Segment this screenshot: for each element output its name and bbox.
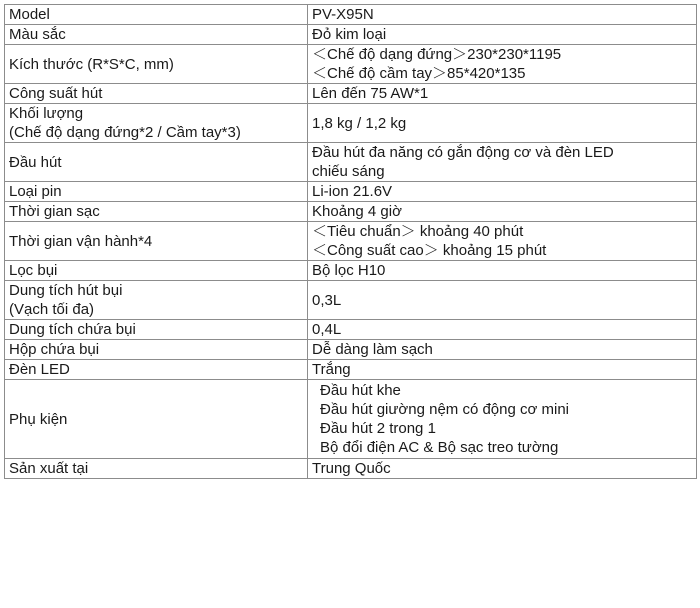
spec-value — [308, 380, 697, 459]
spec-label-line: Thời gian sạc — [9, 203, 100, 220]
spec-label — [5, 5, 308, 25]
spec-row-made-in — [5, 459, 697, 479]
spec-label-line: Phụ kiện — [9, 410, 68, 428]
spec-label — [5, 84, 308, 104]
spec-label — [5, 340, 308, 360]
spec-value — [308, 281, 697, 320]
spec-label-line: Dung tích chứa bụi — [9, 321, 136, 338]
spec-row-filter — [5, 261, 697, 281]
spec-value — [308, 143, 697, 182]
spec-row-model — [5, 5, 697, 25]
spec-label-line: Model — [9, 6, 50, 23]
spec-row-battery-type — [5, 182, 697, 202]
spec-value — [308, 222, 697, 261]
spec-label-line: Màu sắc — [9, 26, 66, 43]
spec-value — [308, 459, 697, 479]
spec-value-line: ＜Chế độ cầm tay＞85*420*135 — [312, 65, 526, 82]
spec-value — [308, 5, 697, 25]
spec-label-line: Đầu hút — [9, 153, 62, 171]
spec-value — [308, 261, 697, 281]
spec-value-line: Đầu hút đa năng có gắn động cơ và đèn LED — [312, 144, 614, 161]
spec-label — [5, 182, 308, 202]
spec-value-line: Đầu hút giường nệm có động cơ mini — [320, 401, 570, 418]
spec-value-line: Đầu hút khe — [320, 382, 401, 399]
spec-value-line: Dễ dàng làm sạch — [312, 341, 433, 358]
spec-label-line: Sản xuất tại — [9, 460, 89, 477]
spec-row-accessories — [5, 380, 697, 459]
spec-value — [308, 360, 697, 380]
spec-label-line: Đèn LED — [9, 361, 70, 378]
spec-value — [308, 104, 697, 143]
spec-row-color — [5, 25, 697, 45]
spec-label-line: Loại pin — [9, 183, 62, 200]
spec-row-run-time — [5, 222, 697, 261]
spec-label-line: Kích thước (R*S*C, mm) — [9, 55, 174, 73]
spec-row-nozzle — [5, 143, 697, 182]
spec-label-line: Lọc bụi — [9, 262, 58, 279]
spec-value-line: Lên đến 75 AW*1 — [312, 85, 429, 102]
spec-label — [5, 320, 308, 340]
spec-value-line: Bộ đổi điện AC & Bộ sạc treo tường — [320, 439, 559, 456]
spec-value — [308, 340, 697, 360]
spec-value-line: 0,3L — [312, 291, 342, 309]
spec-value-line: ＜Công suất cao＞ khoảng 15 phút — [312, 242, 547, 259]
spec-label-line: Công suất hút — [9, 85, 103, 102]
spec-label-line: Khối lượng — [9, 105, 84, 122]
spec-label — [5, 45, 308, 84]
spec-label — [5, 380, 308, 459]
spec-label-line: Thời gian vận hành*4 — [9, 232, 153, 250]
spec-value-line: Trắng — [312, 361, 351, 378]
spec-row-dust-box — [5, 340, 697, 360]
spec-value-line: PV-X95N — [312, 6, 374, 23]
spec-value-line: 0,4L — [312, 321, 342, 338]
spec-row-suction-power — [5, 84, 697, 104]
spec-label — [5, 360, 308, 380]
spec-label-line: Dung tích hút bụi — [9, 282, 123, 299]
spec-label — [5, 459, 308, 479]
spec-value-line: Khoảng 4 giờ — [312, 203, 402, 220]
spec-label — [5, 281, 308, 320]
spec-value-line: chiếu sáng — [312, 163, 385, 180]
spec-value-line: ＜Tiêu chuẩn＞ khoảng 40 phút — [312, 223, 524, 240]
spec-value-line: Bộ lọc H10 — [312, 262, 386, 279]
spec-row-weight — [5, 104, 697, 143]
spec-value — [308, 84, 697, 104]
spec-value — [308, 45, 697, 84]
spec-value — [308, 25, 697, 45]
spec-row-dust-capacity — [5, 320, 697, 340]
spec-value — [308, 320, 697, 340]
spec-label — [5, 222, 308, 261]
spec-row-led — [5, 360, 697, 380]
spec-label — [5, 25, 308, 45]
spec-row-charge-time — [5, 202, 697, 222]
spec-label — [5, 143, 308, 182]
spec-value-line: Đỏ kim loại — [312, 26, 387, 43]
spec-value-line: 1,8 kg / 1,2 kg — [312, 114, 407, 132]
spec-value-line: Li-ion 21.6V — [312, 183, 393, 200]
spec-label — [5, 261, 308, 281]
spec-row-dimensions — [5, 45, 697, 84]
spec-row-suction-capacity — [5, 281, 697, 320]
spec-value — [308, 182, 697, 202]
spec-label-line: Hộp chứa bụi — [9, 341, 100, 358]
spec-label-line: (Vạch tối đa) — [9, 301, 95, 318]
spec-label-line: (Chế độ dạng đứng*2 / Cầm tay*3) — [9, 124, 241, 141]
spec-label — [5, 104, 308, 143]
spec-value-line: Trung Quốc — [312, 460, 391, 477]
spec-table — [4, 4, 697, 479]
spec-value — [308, 202, 697, 222]
spec-value-line: Đầu hút 2 trong 1 — [320, 420, 436, 437]
spec-value-line: ＜Chế độ dạng đứng＞230*230*1195 — [312, 46, 562, 63]
spec-label — [5, 202, 308, 222]
